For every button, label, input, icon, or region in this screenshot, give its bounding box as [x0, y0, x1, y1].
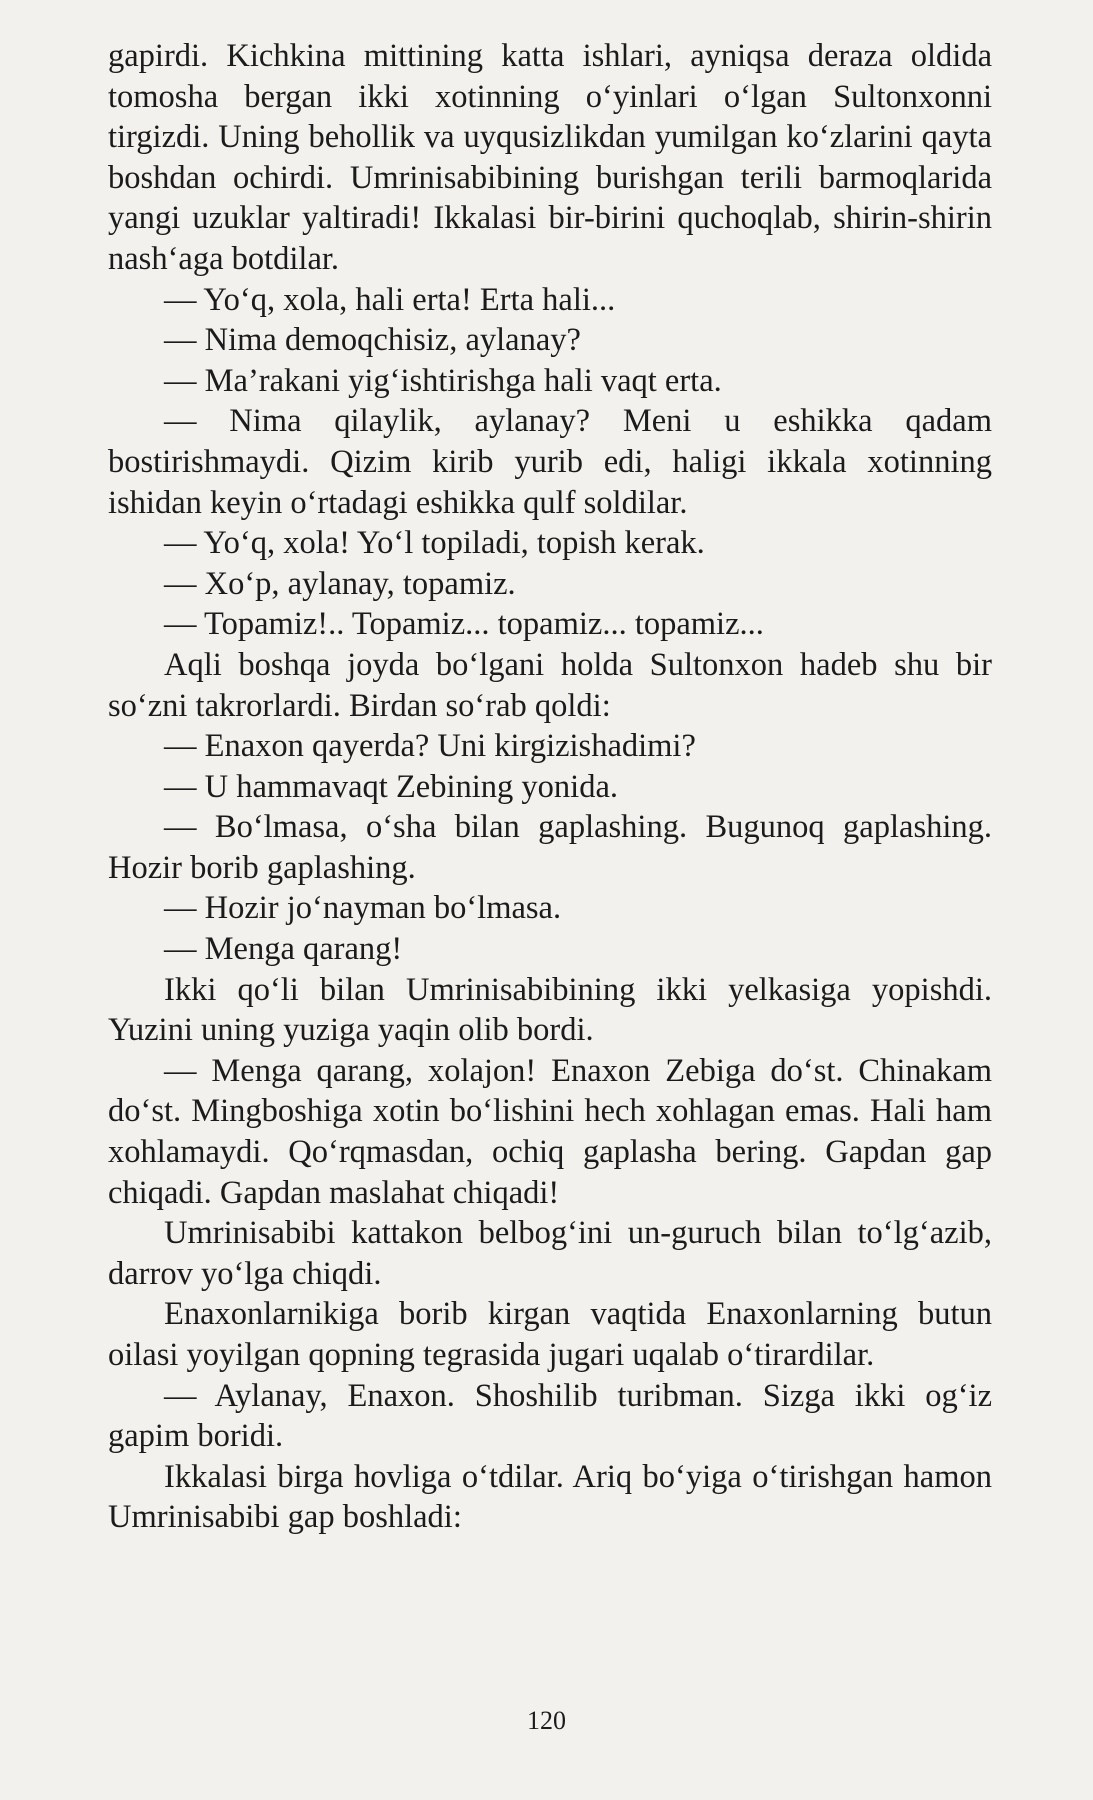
paragraph: — Yo‘q, xola, hali erta! Erta hali...: [164, 281, 616, 318]
paragraph: Ikki qo‘li bilan Umrinisabibining ikki yelkasiga yopishdi. Yuzini uning yuziga yaqin olib bordi.: [108, 971, 992, 1049]
paragraph: — Aylanay, Enaxon. Shoshilib turibman. Sizga ikki og‘iz gapim boridi.: [108, 1377, 992, 1455]
paragraph: Enaxonlarnikiga borib kirgan vaqtida Enaxonlarning butun oilasi yoyilgan qopning tegrasida jugari uqalab o‘tirardilar.: [108, 1296, 992, 1373]
paragraph: — Xo‘p, aylanay, topamiz.: [164, 565, 516, 602]
paragraph: — Menga qarang!: [164, 931, 403, 968]
paragraph: Umrinisabibi kattakon belbog‘ini un-guruch bilan to‘lg‘azib, darrov yo‘lga chiqdi.: [108, 1215, 992, 1292]
paragraph: gapirdi. Kichkina mittining katta ishlari, ayniqsa deraza oldida tomosha bergan ikki xotinning o‘yinlari o‘lgan Sultonxonni tirgizdi. Uning behollik va uyqusizlikdan yumilgan ko‘zlarini qayta boshdan ochirdi. Umrinisabibining burishgan terili barmoqlarida yangi uzuklar yaltiradi! Ikkalasi bir-birini quchoqlab, shirin-shirin nash‘aga botdilar.: [108, 38, 992, 277]
paragraph: — Enaxon qayerda? Uni kirgizishadimi?: [164, 728, 696, 765]
paragraph: — Yo‘q, xola! Yo‘l topiladi, topish kerak.: [164, 525, 705, 562]
paragraph: — Menga qarang, xolajon! Enaxon Zebiga do‘st. Chinakam do‘st. Mingboshiga xotin bo‘lishini hech xohlagan emas. Hali ham xohlamaydi. Qo‘rqmasdan, ochiq gaplasha bering. Gapdan gap chiqadi. Gapdan maslahat chiqadi!: [108, 1052, 992, 1211]
page-body-text: [108, 36, 992, 1538]
page-number: 120: [527, 1706, 566, 1735]
paragraph: — Nima qilaylik, aylanay? Meni u eshikka qadam bostirishmaydi. Qizim kirib yurib edi, haligi ikkala xotinning ishidan keyin o‘rtadagi eshikka qulf soldilar.: [108, 403, 992, 521]
paragraph: Ikkalasi birga hovliga o‘tdilar. Ariq bo‘yiga o‘tirishgan hamon Umrinisabibi gap boshladi:: [108, 1458, 992, 1536]
paragraph: Aqli boshqa joyda bo‘lgani holda Sultonxon hadeb shu bir so‘zni takrorlardi. Birdan so‘rab qoldi:: [108, 646, 992, 724]
paragraph: — Ma’rakani yig‘ishtirishga hali vaqt erta.: [164, 362, 722, 399]
paragraph: — U hammavaqt Zebining yonida.: [164, 768, 619, 805]
paragraph: — Nima demoqchisiz, aylanay?: [164, 322, 581, 359]
paragraph: — Topamiz!.. Topamiz... topamiz... topamiz...: [164, 606, 764, 643]
paragraph: — Bo‘lmasa, o‘sha bilan gaplashing. Bugunoq gaplashing. Hozir borib gaplashing.: [108, 809, 992, 886]
paragraph: — Hozir jo‘nayman bo‘lmasa.: [164, 890, 562, 927]
